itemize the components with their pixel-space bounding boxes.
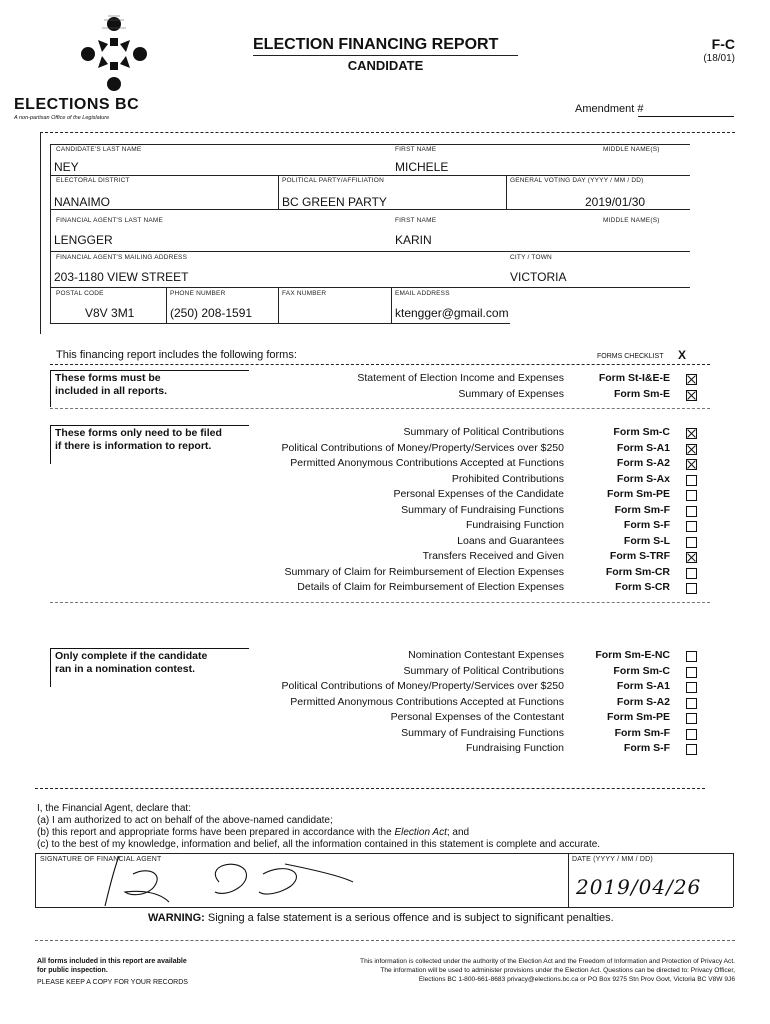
form-code: Form Sm-F — [614, 726, 670, 739]
footer-left-1: All forms included in this report are available — [37, 958, 187, 965]
form-row — [0, 425, 770, 441]
form-code: Form Sm-C — [613, 426, 670, 438]
empty-checkbox[interactable] — [686, 744, 697, 755]
form-row — [0, 441, 770, 457]
form-row — [0, 710, 770, 726]
agent-first-name[interactable]: KARIN — [395, 233, 432, 247]
org-name: ELECTIONS BC — [14, 96, 140, 113]
form-code: Form St-I&E-E — [598, 372, 670, 384]
empty-checkbox[interactable] — [686, 521, 697, 532]
declaration-line-b — [37, 827, 469, 839]
warning-text: Signing a false statement is a serious offence and is subject to significant penalties. — [207, 912, 614, 924]
form-row — [0, 648, 770, 664]
agent-address-label: FINANCIAL AGENT'S MAILING ADDRESS — [56, 254, 188, 261]
form-description: Permitted Anonymous Contributions Accepted at Functions — [290, 457, 564, 469]
date-label: DATE (YYYY / MM / DD) — [572, 856, 653, 863]
form-row — [0, 565, 770, 581]
candidate-last-name[interactable]: NEY — [54, 160, 79, 174]
checked-checkbox[interactable] — [686, 390, 697, 401]
form-row — [0, 695, 770, 711]
empty-checkbox[interactable] — [686, 583, 697, 594]
elections-bc-logo — [68, 14, 160, 96]
empty-checkbox[interactable] — [686, 537, 697, 548]
form-code: Form S-F — [623, 519, 670, 531]
form-description: Statement of Election Income and Expenses — [357, 372, 564, 384]
candidate-first-name-label: FIRST NAME — [395, 146, 437, 153]
agent-last-name[interactable]: LENGGER — [54, 233, 113, 247]
candidate-middle-name-label: MIDDLE NAME(S) — [603, 146, 660, 153]
form-code: Form Sm-E — [613, 387, 670, 400]
form-description: Prohibited Contributions — [451, 472, 564, 485]
empty-checkbox[interactable] — [686, 506, 697, 517]
form-code: F-C — [711, 36, 735, 52]
footer-right-1: This information is collected under the authority of the Election Act and the Freedom of Information and Protection of Privacy Act. — [360, 958, 735, 965]
empty-checkbox[interactable] — [686, 475, 697, 486]
checked-checkbox[interactable] — [686, 428, 697, 439]
form-code: Form S-A1 — [616, 680, 670, 692]
form-description: Summary of Expenses — [458, 387, 564, 400]
form-row — [0, 664, 770, 680]
form-description: Nomination Contestant Expenses — [408, 649, 564, 661]
form-code: Form Sm-C — [613, 664, 670, 677]
agent-middle-name-label: MIDDLE NAME(S) — [603, 217, 660, 224]
form-description: Political Contributions of Money/Property/Services over $250 — [281, 441, 564, 454]
checked-checkbox[interactable] — [686, 552, 697, 563]
footer-right-2: The information will be used to administer provisions under the Election Act. Questions can be directed to: Privacy Officer, — [380, 967, 735, 974]
form-code: Form S-A1 — [616, 441, 670, 454]
checklist-label: FORMS CHECKLIST — [597, 353, 664, 360]
form-row — [0, 580, 770, 596]
form-row — [0, 503, 770, 519]
warning — [148, 912, 614, 924]
form-description: Summary of Fundraising Functions — [401, 503, 564, 516]
section-divider — [50, 408, 710, 409]
empty-checkbox[interactable] — [686, 698, 697, 709]
form-row — [0, 726, 770, 742]
email-value[interactable]: ktengger@gmail.com — [395, 306, 509, 320]
form-row — [0, 549, 770, 565]
agent-address[interactable]: 203-1180 VIEW STREET — [54, 270, 189, 284]
voting-day-value[interactable]: 2019/01/30 — [585, 195, 646, 209]
form-row — [0, 518, 770, 534]
declaration-line-b-pre: (b) this report and appropriate forms have been prepared in accordance with the — [37, 827, 395, 838]
section-title: Only complete if the candidate ran in a nomination contest. — [55, 650, 208, 675]
form-code: Form S-A2 — [616, 457, 670, 469]
checked-checkbox[interactable] — [686, 374, 697, 385]
form-code: Form Sm-F — [614, 503, 670, 516]
amendment-label: Amendment # — [575, 103, 644, 115]
declaration-line-a: (a) I am authorized to act on behalf of the above-named candidate; — [37, 815, 333, 826]
agent-city[interactable]: VICTORIA — [510, 270, 567, 284]
declaration-line-b-act: Election Act — [394, 827, 447, 838]
form-description: Summary of Political Contributions — [403, 664, 564, 677]
empty-checkbox[interactable] — [686, 667, 697, 678]
form-row — [0, 371, 770, 387]
signature-field[interactable] — [95, 852, 355, 908]
amendment-field[interactable] — [638, 116, 734, 117]
form-row — [0, 456, 770, 472]
section-title: These forms only need to be filed if there is information to report. — [55, 427, 222, 452]
checked-checkbox[interactable] — [686, 444, 697, 455]
section-divider — [50, 602, 710, 603]
empty-checkbox[interactable] — [686, 713, 697, 724]
declaration-line-c: (c) to the best of my knowledge, information and belief, all the information contained in this statement is complete and accurate. — [37, 839, 601, 850]
form-description: Details of Claim for Reimbursement of Election Expenses — [297, 581, 564, 593]
empty-checkbox[interactable] — [686, 729, 697, 740]
party-label: POLITICAL PARTY/AFFILIATION — [282, 177, 384, 184]
form-row — [0, 472, 770, 488]
form-description: Summary of Claim for Reimbursement of Election Expenses — [284, 565, 564, 578]
empty-checkbox[interactable] — [686, 682, 697, 693]
email-label: EMAIL ADDRESS — [395, 290, 450, 297]
empty-checkbox[interactable] — [686, 490, 697, 501]
report-title: ELECTION FINANCING REPORT — [253, 36, 499, 53]
footer-right-3: Elections BC 1-800-661-8683 privacy@elections.bc.ca or PO Box 9275 Stn Prov Govt, Victoria BC V8W 9J6 — [418, 976, 735, 983]
form-code: Form Sm-PE — [606, 488, 670, 500]
form-code: Form Sm-PE — [606, 711, 670, 723]
section-title: These forms must be included in all reports. — [55, 372, 168, 397]
voting-day-label: GENERAL VOTING DAY (YYYY / MM / DD) — [510, 177, 644, 184]
form-description: Transfers Received and Given — [422, 550, 564, 562]
district-value[interactable]: NANAIMO — [54, 195, 111, 209]
footer-left-2: for public inspection. — [37, 967, 108, 974]
form-code: Form Sm-E-NC — [595, 649, 670, 661]
district-label: ELECTORAL DISTRICT — [56, 177, 130, 184]
form-description: Summary of Political Contributions — [403, 426, 564, 438]
form-description: Personal Expenses of the Contestant — [390, 711, 564, 723]
form-description: Loans and Guarantees — [457, 534, 564, 547]
form-row — [0, 387, 770, 403]
agent-last-name-label: FINANCIAL AGENT'S LAST NAME — [56, 217, 164, 224]
form-description: Fundraising Function — [465, 742, 564, 754]
org-tagline: A non-partisan Office of the Legislature — [14, 115, 110, 121]
form-row — [0, 487, 770, 503]
form-code: Form S-L — [623, 534, 670, 547]
form-row — [0, 534, 770, 550]
form-description: Political Contributions of Money/Property/Services over $250 — [281, 680, 564, 692]
checklist-mark: X — [678, 348, 687, 362]
form-version: (18/01) — [703, 53, 735, 64]
form-description: Summary of Fundraising Functions — [401, 726, 564, 739]
candidate-first-name[interactable]: MICHELE — [395, 160, 449, 174]
date-value[interactable]: 2019/04/26 — [576, 875, 702, 899]
form-row — [0, 741, 770, 757]
fax-label: FAX NUMBER — [282, 290, 327, 297]
form-row — [0, 679, 770, 695]
agent-first-name-label: FIRST NAME — [395, 217, 437, 224]
agent-city-label: CITY / TOWN — [510, 254, 552, 261]
signature-label: SIGNATURE OF FINANCIAL AGENT — [40, 856, 162, 863]
warning-label: WARNING: — [148, 912, 205, 924]
postal-value[interactable]: V8V 3M1 — [85, 306, 135, 320]
form-description: Fundraising Function — [465, 519, 564, 531]
form-description: Permitted Anonymous Contributions Accepted at Functions — [290, 695, 564, 708]
phone-label: PHONE NUMBER — [170, 290, 226, 297]
form-code: Form S-CR — [615, 581, 670, 593]
party-value[interactable]: BC GREEN PARTY — [282, 195, 387, 209]
form-code: Form S-A2 — [616, 695, 670, 708]
form-code: Form Sm-CR — [605, 565, 670, 578]
empty-checkbox[interactable] — [686, 651, 697, 662]
footer-left-3: PLEASE KEEP A COPY FOR YOUR RECORDS — [37, 979, 188, 986]
form-description: Personal Expenses of the Candidate — [393, 488, 564, 500]
empty-checkbox[interactable] — [686, 568, 697, 579]
declaration-line-b-post: ; and — [446, 827, 470, 838]
form-code: Form S-TRF — [609, 550, 670, 562]
phone-value[interactable]: (250) 208-1591 — [170, 306, 253, 320]
candidate-last-name-label: CANDIDATE'S LAST NAME — [56, 146, 142, 153]
form-code: Form S-F — [623, 742, 670, 754]
checked-checkbox[interactable] — [686, 459, 697, 470]
forms-intro: This financing report includes the following forms: — [56, 349, 297, 361]
postal-label: POSTAL CODE — [56, 290, 104, 297]
report-subtitle: CANDIDATE — [347, 58, 424, 73]
form-code: Form S-Ax — [616, 472, 670, 485]
declaration-intro: I, the Financial Agent, declare that: — [37, 803, 191, 814]
